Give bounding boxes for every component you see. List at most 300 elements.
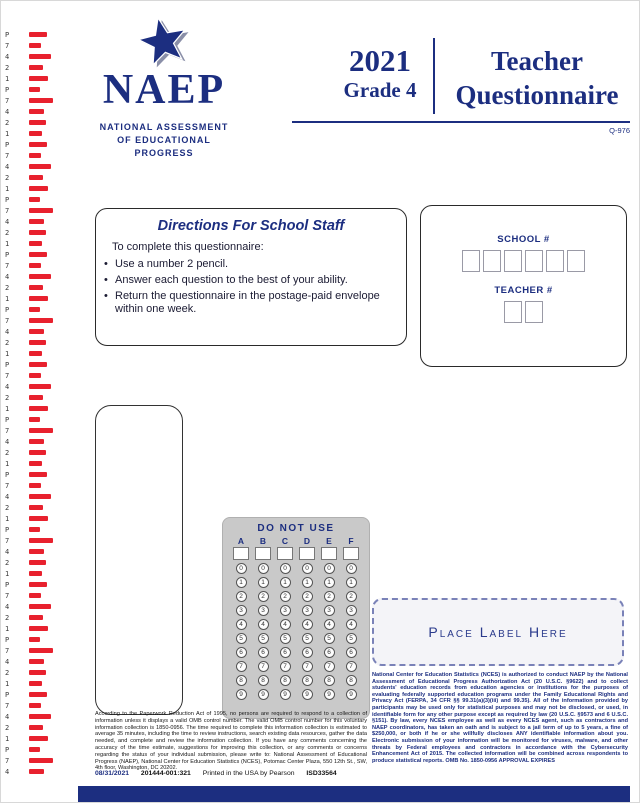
registration-char: P (5, 141, 10, 149)
answer-bubble[interactable]: 0 (258, 563, 269, 574)
registration-mark (29, 714, 51, 719)
answer-bubble[interactable]: 1 (236, 577, 247, 588)
write-in-box[interactable] (277, 547, 293, 560)
registration-mark-row (0, 503, 75, 514)
bubble-row (223, 633, 369, 647)
bubble-cell (252, 689, 274, 703)
school-digit-box[interactable] (525, 250, 543, 272)
registration-mark-row (0, 668, 75, 679)
registration-char: 7 (5, 482, 10, 490)
registration-mark-row (0, 679, 75, 690)
answer-bubble[interactable]: 2 (280, 591, 291, 602)
footer-bar (78, 786, 630, 802)
bubble-cell (296, 661, 318, 675)
registration-char: P (5, 86, 10, 94)
registration-mark-row (0, 30, 75, 41)
school-digit-box[interactable] (462, 250, 480, 272)
answer-bubble[interactable]: 1 (346, 577, 357, 588)
registration-mark (29, 296, 48, 301)
answer-bubble[interactable]: 4 (302, 619, 313, 630)
bubble-cell (296, 619, 318, 633)
registration-mark (29, 538, 53, 543)
registration-char: 2 (5, 449, 10, 457)
answer-bubble[interactable]: 3 (346, 605, 357, 616)
header-rule (292, 121, 630, 123)
registration-char: 4 (5, 768, 10, 776)
answer-bubble[interactable]: 8 (280, 675, 291, 686)
school-digit-box[interactable] (504, 250, 522, 272)
registration-char: 2 (5, 394, 10, 402)
registration-char: 7 (5, 262, 10, 270)
registration-mark (29, 582, 47, 587)
answer-bubble[interactable]: 1 (324, 577, 335, 588)
answer-bubble[interactable]: 9 (280, 689, 291, 700)
bubble-cell (230, 577, 252, 591)
answer-bubble[interactable]: 2 (324, 591, 335, 602)
registration-char: 7 (5, 427, 10, 435)
bubble-row (223, 591, 369, 605)
school-number-boxes (421, 250, 626, 272)
column-header-a: A (237, 536, 245, 546)
bubble-cell (230, 675, 252, 689)
registration-char: 1 (5, 240, 10, 248)
registration-mark-row (0, 547, 75, 558)
header-divider (433, 38, 435, 114)
registration-char: 2 (5, 504, 10, 512)
registration-char: 1 (5, 515, 10, 523)
bubble-cell (340, 633, 362, 647)
registration-mark (29, 516, 48, 521)
registration-mark (29, 164, 51, 169)
naep-org-name: NATIONAL ASSESSMENT OF EDUCATIONAL PROGRESS (99, 122, 229, 158)
write-in-box[interactable] (299, 547, 315, 560)
place-label-text: Place Label Here (428, 624, 568, 640)
bubble-row (223, 689, 369, 703)
isd-number: ISD33564 (306, 770, 337, 777)
answer-bubble[interactable]: 6 (258, 647, 269, 658)
registration-mark (29, 494, 51, 499)
school-digit-box[interactable] (483, 250, 501, 272)
bubble-cell (252, 647, 274, 661)
registration-char: 2 (5, 64, 10, 72)
registration-char: 1 (5, 680, 10, 688)
bubble-row (223, 619, 369, 633)
registration-char: 4 (5, 548, 10, 556)
registration-mark-row (0, 239, 75, 250)
bubble-cell (318, 647, 340, 661)
answer-bubble[interactable]: 6 (346, 647, 357, 658)
naep-logo (88, 16, 240, 160)
bubble-cell (274, 563, 296, 577)
registration-mark (29, 230, 46, 235)
registration-char: 7 (5, 757, 10, 765)
registration-mark-row (0, 107, 75, 118)
registration-mark-row (0, 140, 75, 151)
registration-mark (29, 131, 42, 136)
directions-bullet: • Return the questionnaire in the postage-paid envelope within one week. (104, 290, 406, 316)
answer-bubble[interactable]: 3 (302, 605, 313, 616)
naep-star-icon (88, 16, 240, 68)
answer-bubble[interactable]: 3 (258, 605, 269, 616)
column-header-e: E (326, 536, 332, 546)
registration-mark-row (0, 723, 75, 734)
form-code: Q-976 (609, 126, 630, 135)
registration-mark-row (0, 228, 75, 239)
registration-mark (29, 373, 41, 378)
bubble-cell (252, 563, 274, 577)
answer-bubble[interactable]: 0 (302, 563, 313, 574)
registration-char: 1 (5, 295, 10, 303)
bubble-cell (318, 577, 340, 591)
registration-mark-row (0, 393, 75, 404)
answer-bubble[interactable]: 5 (302, 633, 313, 644)
registration-mark (29, 43, 41, 48)
bubble-cell (252, 577, 274, 591)
do-not-use-write-boxes (223, 547, 369, 560)
answer-bubble[interactable]: 4 (236, 619, 247, 630)
answer-bubble[interactable]: 4 (346, 619, 357, 630)
registration-mark-row (0, 492, 75, 503)
registration-char: 2 (5, 614, 10, 622)
registration-char: P (5, 306, 10, 314)
registration-mark (29, 417, 40, 422)
registration-char: 2 (5, 119, 10, 127)
answer-bubble[interactable]: 5 (346, 633, 357, 644)
registration-char: P (5, 361, 10, 369)
registration-mark (29, 747, 40, 752)
directions-title: Directions For School Staff (157, 218, 345, 234)
registration-mark (29, 329, 44, 334)
registration-mark-row (0, 635, 75, 646)
bubble-cell (296, 591, 318, 605)
registration-mark-row (0, 646, 75, 657)
registration-mark-row (0, 690, 75, 701)
answer-bubble[interactable]: 2 (346, 591, 357, 602)
registration-mark-row (0, 129, 75, 140)
registration-char: 7 (5, 152, 10, 160)
answer-bubble[interactable]: 7 (346, 661, 357, 672)
teacher-digit-box[interactable] (525, 301, 543, 323)
registration-char: 1 (5, 460, 10, 468)
registration-mark (29, 285, 43, 290)
registration-char: 4 (5, 163, 10, 171)
bubble-cell (230, 689, 252, 703)
answer-bubble[interactable]: 9 (302, 689, 313, 700)
answer-bubble[interactable]: 8 (324, 675, 335, 686)
registration-mark (29, 54, 51, 59)
assessment-year: 2021 (349, 43, 411, 78)
answer-bubble[interactable]: 5 (258, 633, 269, 644)
bubble-cell (274, 605, 296, 619)
registration-mark-row (0, 602, 75, 613)
bubble-cell (296, 633, 318, 647)
registration-char: 4 (5, 603, 10, 611)
registration-mark-row (0, 63, 75, 74)
registration-mark (29, 560, 46, 565)
registration-mark (29, 351, 42, 356)
registration-strip (0, 30, 75, 778)
bubble-cell (230, 661, 252, 675)
registration-mark-row (0, 657, 75, 668)
registration-char: P (5, 581, 10, 589)
questionnaire-title: Teacher Questionnaire (455, 46, 619, 110)
registration-mark (29, 120, 46, 125)
registration-mark (29, 450, 46, 455)
teacher-number-label: TEACHER # (494, 285, 553, 296)
registration-mark (29, 769, 44, 774)
bubble-cell (340, 675, 362, 689)
registration-mark (29, 615, 43, 620)
bubble-cell (340, 563, 362, 577)
answer-bubble[interactable]: 0 (324, 563, 335, 574)
answer-bubble[interactable]: 8 (236, 675, 247, 686)
naep-wordmark: NAEP (102, 67, 226, 113)
assessment-grade: Grade 4 (343, 78, 417, 102)
answer-bubble[interactable]: 6 (302, 647, 313, 658)
registration-char: 2 (5, 284, 10, 292)
registration-char: 4 (5, 218, 10, 226)
school-number-label: SCHOOL # (497, 234, 550, 245)
column-header-d: D (303, 536, 311, 546)
answer-bubble[interactable]: 5 (236, 633, 247, 644)
registration-mark-row (0, 338, 75, 349)
registration-mark-row (0, 316, 75, 327)
answer-bubble[interactable]: 7 (258, 661, 269, 672)
answer-bubble[interactable]: 6 (280, 647, 291, 658)
answer-bubble[interactable]: 8 (258, 675, 269, 686)
bubble-cell (340, 619, 362, 633)
registration-mark (29, 670, 46, 675)
registration-mark-row (0, 382, 75, 393)
answer-bubble[interactable]: 8 (346, 675, 357, 686)
answer-bubble[interactable]: 9 (324, 689, 335, 700)
registration-char: P (5, 251, 10, 259)
answer-bubble[interactable]: 3 (324, 605, 335, 616)
school-teacher-id-box (420, 205, 627, 367)
registration-char: 1 (5, 185, 10, 193)
bubble-cell (230, 605, 252, 619)
bubble-cell (230, 563, 252, 577)
registration-mark (29, 362, 47, 367)
teacher-digit-box[interactable] (504, 301, 522, 323)
bubble-cell (318, 689, 340, 703)
answer-bubble[interactable]: 2 (302, 591, 313, 602)
answer-bubble[interactable]: 7 (280, 661, 291, 672)
answer-bubble[interactable]: 1 (302, 577, 313, 588)
answer-bubble[interactable]: 0 (280, 563, 291, 574)
bubble-row (223, 661, 369, 675)
registration-mark-row (0, 536, 75, 547)
answer-bubble[interactable]: 6 (324, 647, 335, 658)
registration-char: 2 (5, 229, 10, 237)
registration-mark-row (0, 459, 75, 470)
bubble-cell (230, 647, 252, 661)
registration-mark (29, 340, 46, 345)
answer-bubble[interactable]: 0 (236, 563, 247, 574)
registration-mark (29, 384, 51, 389)
bubble-cell (340, 689, 362, 703)
answer-bubble[interactable]: 4 (324, 619, 335, 630)
registration-mark (29, 395, 43, 400)
registration-mark-row (0, 294, 75, 305)
bubble-cell (296, 577, 318, 591)
registration-mark (29, 692, 47, 697)
registration-mark (29, 637, 40, 642)
document-number: 201444-001:321 (140, 770, 191, 777)
registration-mark-row (0, 41, 75, 52)
printed-by-text: Printed in the USA by Pearson (202, 770, 295, 777)
registration-char: 7 (5, 592, 10, 600)
registration-mark (29, 76, 48, 81)
registration-mark (29, 593, 41, 598)
registration-char: 7 (5, 537, 10, 545)
registration-mark (29, 736, 48, 741)
bubble-cell (340, 577, 362, 591)
write-in-box[interactable] (321, 547, 337, 560)
bubble-cell (340, 591, 362, 605)
registration-mark (29, 241, 42, 246)
registration-mark-row (0, 613, 75, 624)
registration-char: 2 (5, 724, 10, 732)
registration-mark (29, 87, 40, 92)
registration-char: P (5, 526, 10, 534)
bubble-cell (274, 591, 296, 605)
registration-mark (29, 428, 53, 433)
bubble-cell (318, 605, 340, 619)
registration-char: 7 (5, 97, 10, 105)
bubble-cell (274, 661, 296, 675)
bubble-cell (296, 675, 318, 689)
answer-bubble[interactable]: 4 (280, 619, 291, 630)
answer-bubble[interactable]: 7 (302, 661, 313, 672)
registration-mark-row (0, 404, 75, 415)
bubble-cell (230, 633, 252, 647)
school-digit-box[interactable] (567, 250, 585, 272)
registration-char: 4 (5, 53, 10, 61)
directions-bullet-list (104, 258, 406, 316)
registration-char: 7 (5, 207, 10, 215)
registration-mark (29, 32, 47, 37)
bubble-cell (340, 661, 362, 675)
answer-bubble[interactable]: 9 (258, 689, 269, 700)
registration-mark-row (0, 151, 75, 162)
registration-char: P (5, 746, 10, 754)
registration-mark-row (0, 734, 75, 745)
answer-bubble[interactable]: 1 (280, 577, 291, 588)
directions-intro: To complete this questionnaire: (112, 241, 264, 253)
answer-bubble[interactable]: 8 (302, 675, 313, 686)
answer-bubble[interactable]: 4 (258, 619, 269, 630)
school-digit-box[interactable] (546, 250, 564, 272)
registration-mark (29, 263, 41, 268)
blank-scan-box (95, 405, 183, 715)
registration-mark (29, 186, 48, 191)
answer-bubble[interactable]: 2 (236, 591, 247, 602)
bubble-row (223, 577, 369, 591)
registration-mark (29, 208, 53, 213)
registration-mark-row (0, 767, 75, 778)
bubble-cell (252, 619, 274, 633)
bubble-cell (340, 647, 362, 661)
answer-bubble[interactable]: 2 (258, 591, 269, 602)
registration-char: P (5, 416, 10, 424)
bubble-cell (296, 563, 318, 577)
answer-bubble[interactable]: 9 (236, 689, 247, 700)
answer-bubble[interactable]: 3 (236, 605, 247, 616)
answer-bubble[interactable]: 9 (346, 689, 357, 700)
write-in-box[interactable] (343, 547, 359, 560)
registration-char: 4 (5, 493, 10, 501)
bubble-cell (318, 591, 340, 605)
registration-char: 4 (5, 108, 10, 116)
registration-char: 2 (5, 669, 10, 677)
do-not-use-bubble-grid (223, 563, 369, 703)
answer-bubble[interactable]: 3 (280, 605, 291, 616)
bubble-cell (230, 591, 252, 605)
registration-char: 7 (5, 42, 10, 50)
answer-bubble[interactable]: 5 (324, 633, 335, 644)
registration-mark (29, 461, 42, 466)
registration-mark-row (0, 162, 75, 173)
write-in-box[interactable] (233, 547, 249, 560)
answer-bubble[interactable]: 1 (258, 577, 269, 588)
bubble-cell (274, 619, 296, 633)
registration-char: 7 (5, 647, 10, 655)
registration-char: P (5, 196, 10, 204)
registration-mark (29, 758, 53, 763)
answer-bubble[interactable]: 5 (280, 633, 291, 644)
write-in-box[interactable] (255, 547, 271, 560)
registration-char: 4 (5, 658, 10, 666)
bubble-cell (230, 619, 252, 633)
registration-mark (29, 604, 51, 609)
registration-mark-row (0, 624, 75, 635)
registration-char: 7 (5, 702, 10, 710)
teacher-number-boxes (421, 301, 626, 323)
registration-mark (29, 98, 53, 103)
answer-bubble[interactable]: 6 (236, 647, 247, 658)
registration-mark (29, 505, 43, 510)
bubble-cell (274, 647, 296, 661)
registration-mark (29, 252, 47, 257)
bubble-cell (252, 591, 274, 605)
registration-char: 1 (5, 570, 10, 578)
registration-char: 2 (5, 174, 10, 182)
answer-bubble[interactable]: 0 (346, 563, 357, 574)
registration-mark (29, 307, 40, 312)
bubble-cell (274, 689, 296, 703)
directions-bullet: • Use a number 2 pencil. (104, 258, 406, 271)
registration-char: P (5, 31, 10, 39)
bubble-cell (252, 605, 274, 619)
registration-mark (29, 318, 53, 323)
bubble-row (223, 647, 369, 661)
registration-mark-row (0, 712, 75, 723)
nces-authorization-notice: National Center for Education Statistics (NCES) is authorized to conduct NAEP by the National Assessment of Educational Progress Authorization Act (20 U.S.C. §9622) and to collect students' education records from education agencies or institutions for the purposes of evaluating federally supported education programs under the Family Educational Rights and Privacy Act (FERPA, 34 CFR §§ 99.31(a)(3)(iii) and 99.35). All of the information provided by participants may be used only for statistical purposes and may not be disclosed, or used, in identifiable form for any other purpose except as required by law (20 U.S.C. §9573 and 6 U.S.C. §151). By law, every NCES employee as well as every NCES agent, such as contractors and NAEP coordinators, has taken an oath and is subject to a jail term of up to 5 years, a fine of $250,000, or both if he or she willfully discloses ANY identifiable information about you. Electronic submission of your information will be monitored for viruses, malware, and other threats by Federal employees and contractors in accordance with the Cybersecurity Enhancement Act of 2015. The collected information will be combined across respondents to produce statistical reports. OMB No. 1850-0956 APPROVAL EXPIRES (372, 672, 628, 764)
bubble-cell (340, 605, 362, 619)
registration-mark-row (0, 272, 75, 283)
bubble-cell (296, 647, 318, 661)
registration-mark-row (0, 195, 75, 206)
answer-bubble[interactable]: 7 (324, 661, 335, 672)
answer-bubble[interactable]: 7 (236, 661, 247, 672)
registration-mark-row (0, 525, 75, 536)
column-header-f: F (348, 536, 354, 546)
registration-mark (29, 527, 40, 532)
registration-mark (29, 483, 41, 488)
registration-mark-row (0, 118, 75, 129)
registration-mark-row (0, 173, 75, 184)
